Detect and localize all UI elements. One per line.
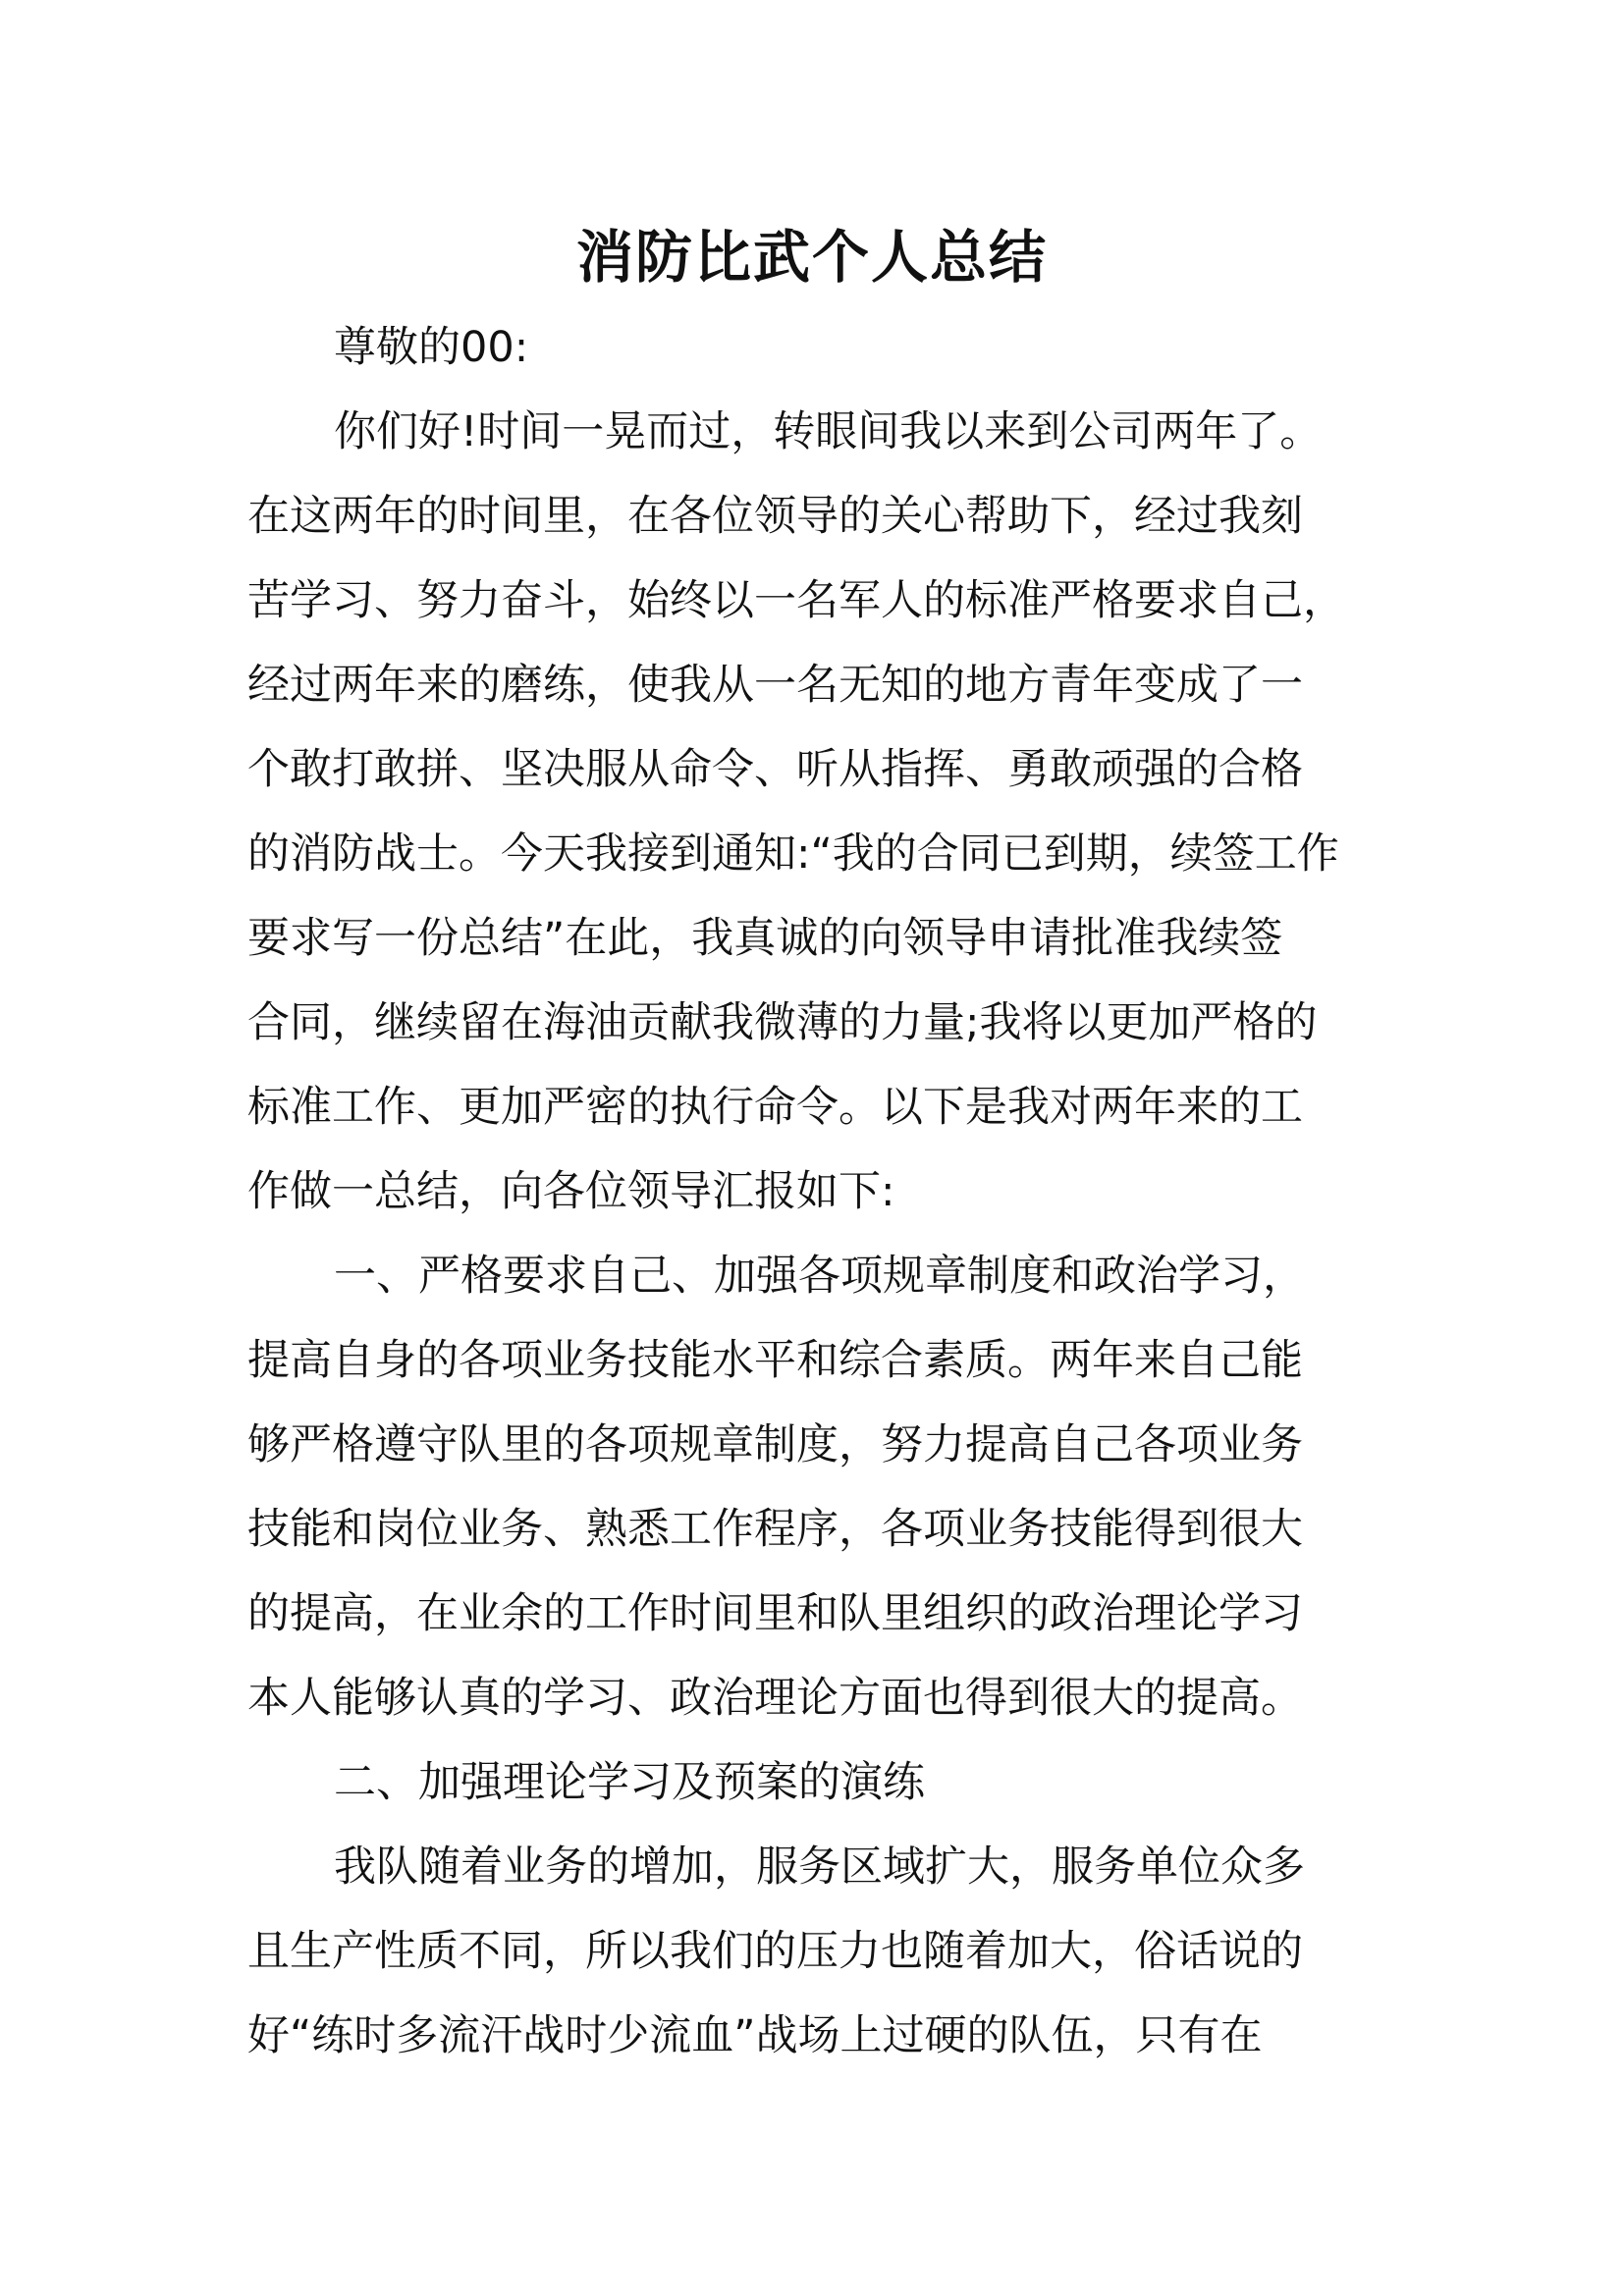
paragraph-line: 标准工作、更加严密的执行命令。以下是我对两年来的工 [247,1083,1303,1132]
salutation-line: 尊敬的00: [334,323,529,372]
paragraph-line: 的提高，在业余的工作时间里和队里组织的政治理论学习 [247,1589,1303,1638]
paragraph-line: 我队随着业务的增加，服务区域扩大，服务单位众多 [334,1842,1305,1892]
paragraph-line: 本人能够认真的学习、政治理论方面也得到很大的提高。 [247,1674,1303,1723]
section-heading-2: 二、加强理论学习及预案的演练 [334,1758,925,1807]
paragraph-line: 作做一总结，向各位领导汇报如下: [247,1167,895,1216]
section-heading-1: 一、严格要求自己、加强各项规章制度和政治学习， [334,1252,1305,1301]
paragraph-line: 个敢打敢拼、坚决服从命令、听从指挥、勇敢顽强的合格 [247,745,1303,794]
paragraph-line: 合同，继续留在海油贡献我微薄的力量;我将以更加严格的 [247,998,1318,1047]
paragraph-line: 苦学习、努力奋斗，始终以一名军人的标准严格要求自己， [247,576,1345,625]
paragraph-line: 要求写一份总结”在此，我真诚的向领导申请批准我续签 [247,914,1283,963]
paragraph-line: 技能和岗位业务、熟悉工作程序，各项业务技能得到很大 [247,1505,1303,1554]
paragraph-line: 的消防战士。今天我接到通知:“我的合同已到期，续签工作 [247,829,1339,879]
paragraph-line: 且生产性质不同，所以我们的压力也随着加大，俗话说的 [247,1927,1303,1976]
document-title: 消防比武个人总结 [575,224,1048,291]
paragraph-line: 经过两年来的磨练，使我从一名无知的地方青年变成了一 [247,661,1303,710]
paragraph-line: 提高自身的各项业务技能水平和综合素质。两年来自己能 [247,1336,1303,1385]
paragraph-line: 在这两年的时间里，在各位领导的关心帮助下，经过我刻 [247,492,1303,541]
paragraph-line: 够严格遵守队里的各项规章制度，努力提高自己各项业务 [247,1420,1303,1469]
paragraph-line: 好“练时多流汗战时少流血”战场上过硬的队伍，只有在 [247,2011,1263,2060]
paragraph-line: 你们好!时间一晃而过，转眼间我以来到公司两年了。 [334,407,1323,456]
